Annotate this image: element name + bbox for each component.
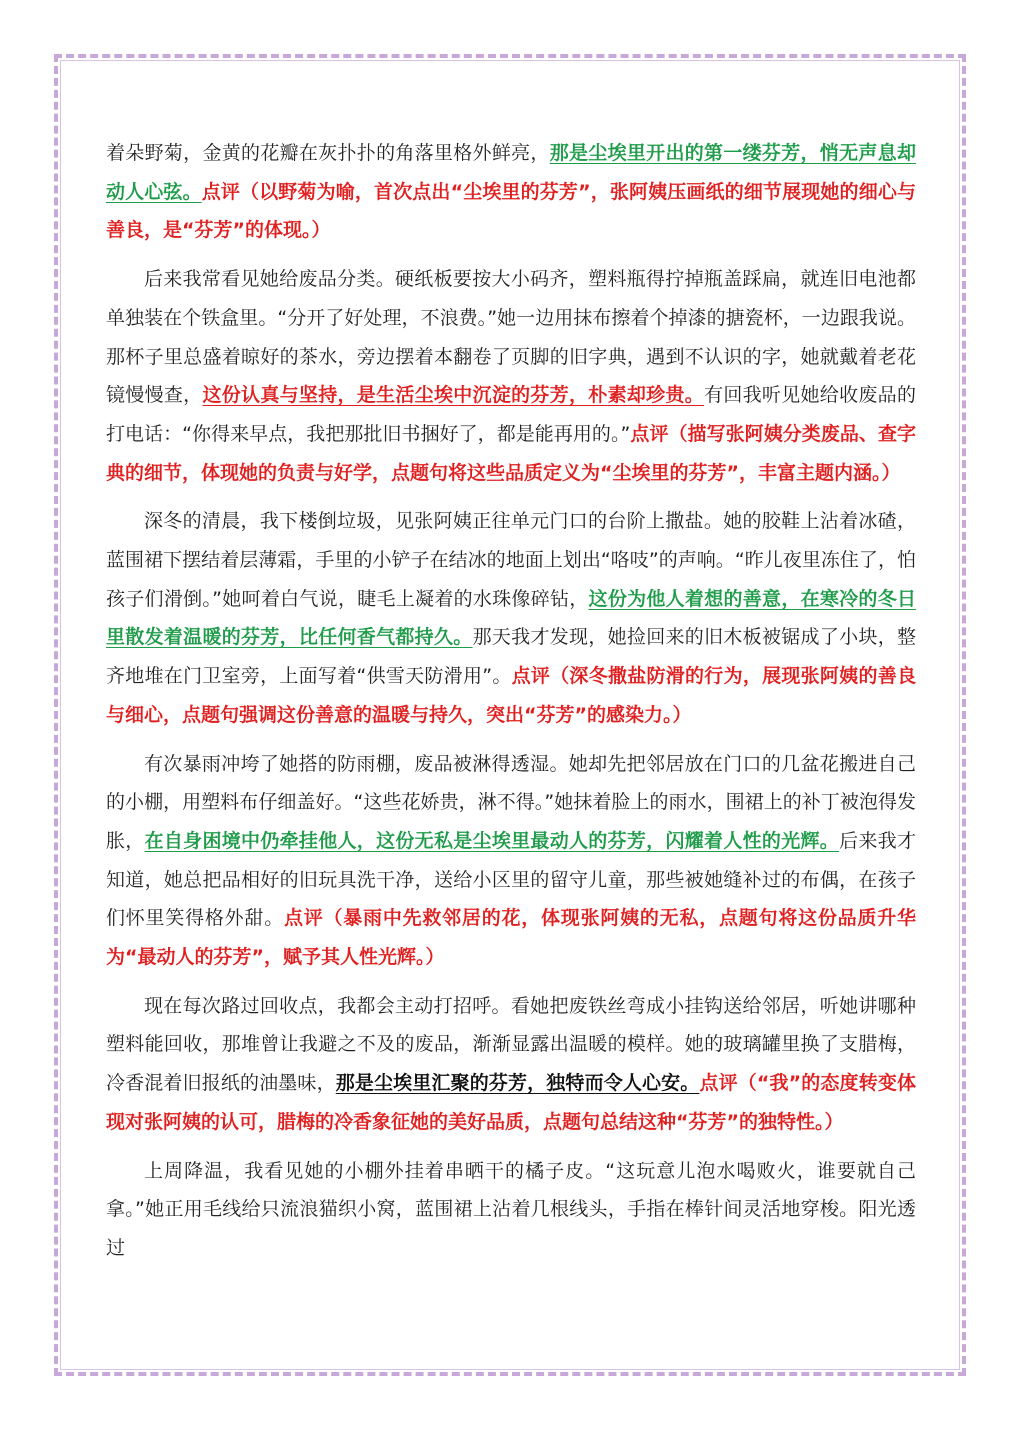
article-body xyxy=(106,134,916,1278)
paragraph-2 xyxy=(106,260,916,492)
commentary: 点评（描写张阿姨分类废品、查字典的细节，体现她的负责与好学，点题句将这些品质定义为“尘埃里的芬芳”，丰富主题内涵。） xyxy=(106,422,916,484)
paragraph-text: 后来我常看见她给废品分类。硬纸板要按大小码齐，塑料瓶得拧掉瓶盖踩扁，就连旧电池都单独装在个铁盒里。“分开了好处理，不浪费。”她一边用抹布擦着个掉漆的搪瓷杯，一边跟我说。那杯子里总盛着晾好的茶水，旁边摆着本翻卷了页脚的旧字典，遇到不认识的字，她就戴着老花镜慢慢查， xyxy=(106,268,916,407)
paragraph-text: 上周降温，我看见她的小棚外挂着串晒干的橘子皮。“这玩意儿泡水喝败火，谁要就自己拿。”她正用毛线给只流浪猫织小窝，蓝围裙上沾着几根线头，手指在棒针间灵活地穿梭。阳光透过 xyxy=(106,1159,916,1259)
paragraph-4 xyxy=(106,745,916,977)
paragraph-5 xyxy=(106,987,916,1142)
commentary: 点评（“我”的态度转变体现对张阿姨的认可，腊梅的冷香象征她的美好品质，点题句总结这种“芬芳”的独特性。） xyxy=(106,1072,916,1133)
commentary: 点评（深冬撒盐防滑的行为，展现张阿姨的善良与细心，点题句强调这份善意的温暖与持久，突出“芬芳”的感染力。） xyxy=(106,665,916,726)
paragraph-text: 现在每次路过回收点，我都会主动打招呼。看她把废铁丝弯成小挂钩送给邻居，听她讲哪种塑料能回收，那堆曾让我避之不及的废品，渐渐显露出温暖的模样。她的玻璃罐里换了支腊梅，冷香混着旧报纸的油墨味， xyxy=(106,994,916,1095)
key-sentence-green: 这份为他人着想的善意，在寒冷的冬日里散发着温暖的芬芳，比任何香气都持久。 xyxy=(106,587,916,649)
key-sentence-red: 这份认真与坚持，是生活尘埃中沉淀的芬芳，朴素却珍贵。 xyxy=(202,384,705,407)
paragraph-text: 深冬的清晨，我下楼倒垃圾，见张阿姨正往单元门口的台阶上撒盐。她的胶鞋上沾着冰碴，蓝围裙下摆结着层薄霜，手里的小铲子在结冰的地面上划出“咯吱”的声响。“昨儿夜里冻住了，怕孩子们滑倒。”她呵着白气说，睫毛上凝着的水珠像碎钻， xyxy=(106,510,916,610)
paragraph-text: 着朵野菊，金黄的花瓣在灰扑扑的角落里格外鲜亮， xyxy=(106,142,550,164)
key-sentence-green: 在自身困境中仍牵挂他人，这份无私是尘埃里最动人的芬芳，闪耀着人性的光辉。 xyxy=(144,829,840,852)
paragraph-3 xyxy=(106,502,916,734)
commentary: 点评（暴雨中先救邻居的花，体现张阿姨的无私，点题句将这份品质升华为“最动人的芬芳”，赋予其人性光辉。） xyxy=(106,907,916,969)
paragraph-text: 有回我听见她给收废品的打电话：“你得来早点，我把那批旧书捆好了，都是能再用的。” xyxy=(106,384,916,445)
paragraph-1 xyxy=(106,134,916,250)
key-sentence-black: 那是尘埃里汇聚的芬芳，独特而令人心安。 xyxy=(335,1072,700,1095)
key-sentence-green: 那是尘埃里开出的第一缕芬芳，悄无声息却动人心弦。 xyxy=(106,142,916,203)
paragraph-6 xyxy=(106,1152,916,1268)
commentary: 点评（以野菊为喻，首次点出“尘埃里的芬芳”，张阿姨压画纸的细节展现她的细心与善良，是“芬芳”的体现。） xyxy=(106,180,916,242)
paragraph-text: 有次暴雨冲垮了她搭的防雨棚，废品被淋得透湿。她却先把邻居放在门口的几盆花搬进自己的小棚，用塑料布仔细盖好。“这些花娇贵，淋不得。”她抹着脸上的雨水，围裙上的补丁被泡得发胀， xyxy=(106,752,916,852)
paragraph-text: 后来我才知道，她总把品相好的旧玩具洗干净，送给小区里的留守儿童，那些被她缝补过的布偶，在孩子们怀里笑得格外甜。 xyxy=(106,829,916,930)
paragraph-text: 那天我才发现，她捡回来的旧木板被锯成了小块，整齐地堆在门卫室旁，上面写着“供雪天防滑用”。 xyxy=(106,626,916,688)
